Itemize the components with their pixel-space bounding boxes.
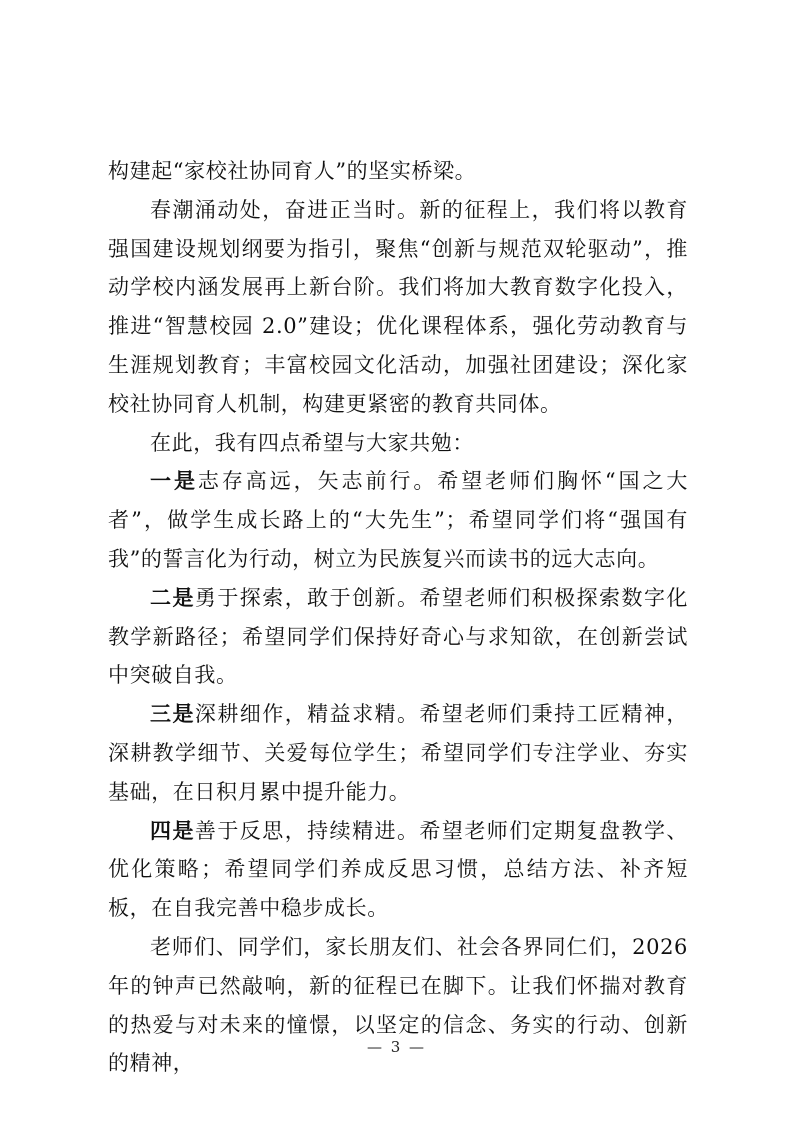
paragraph-lead-1: 一是: [150, 468, 198, 494]
paragraph-7: [108, 812, 688, 928]
document-body: [108, 152, 688, 1083]
paragraph-text: 志存高远，矢志前行。希望老师们胸怀“国之大者”，做学生成长路上的“大先生”；希望同学们将“强国有我”的誓言化为行动，树立为民族复兴而读书的远大志向。: [108, 469, 688, 571]
paragraph-lead-4: 四是: [150, 817, 195, 843]
paragraph-3: [108, 424, 688, 463]
paragraph-text: 春潮涌动处，奋进正当时。新的征程上，我们将以教育强国建设规划纲要为指引，聚焦“创新与规范双轮驱动”，推动学校内涵发展再上新台阶。我们将加大教育数字化投入，推进“智慧校园 2.0”建设；优化课程体系，强化劳动教育与生涯规划教育；丰富校园文化活动，加强社团建设；深化家校社协同育人机制，构建更紧密的教育共同体。: [108, 197, 688, 416]
paragraph-lead-2: 二是: [150, 584, 195, 610]
paragraph-text: 构建起“家校社协同育人”的坚实桥梁。: [108, 159, 477, 183]
paragraph-5: [108, 579, 688, 695]
paragraph-lead-3: 三是: [150, 701, 195, 727]
paragraph-text: 老师们、同学们，家长朋友们、社会各界同仁们，2026 年的钟声已然敲响，新的征程已在脚下。让我们怀揣对教育的热爱与对未来的憧憬，以坚定的信念、务实的行动、创新的精神，: [108, 934, 688, 1076]
page-number: — 3 —: [366, 1038, 427, 1056]
paragraph-6: [108, 695, 688, 811]
paragraph-1: [108, 152, 688, 191]
paragraph-2: [108, 191, 688, 424]
paragraph-4: [108, 462, 688, 578]
paragraph-text: 勇于探索，敢于创新。希望老师们积极探索数字化教学新路径；希望同学们保持好奇心与求知欲，在创新尝试中突破自我。: [108, 585, 688, 688]
paragraph-text: 深耕细作，精益求精。希望老师们秉持工匠精神，深耕教学细节、关爱每位学生；希望同学们专注学业、夯实基础，在日积月累中提升能力。: [108, 702, 688, 804]
paragraph-text: 善于反思，持续精进。希望老师们定期复盘教学、优化策略；希望同学们养成反思习惯，总结方法、补齐短板，在自我完善中稳步成长。: [108, 818, 688, 921]
paragraph-text: 在此，我有四点希望与大家共勉：: [150, 430, 474, 455]
paragraph-8: [108, 928, 688, 1083]
